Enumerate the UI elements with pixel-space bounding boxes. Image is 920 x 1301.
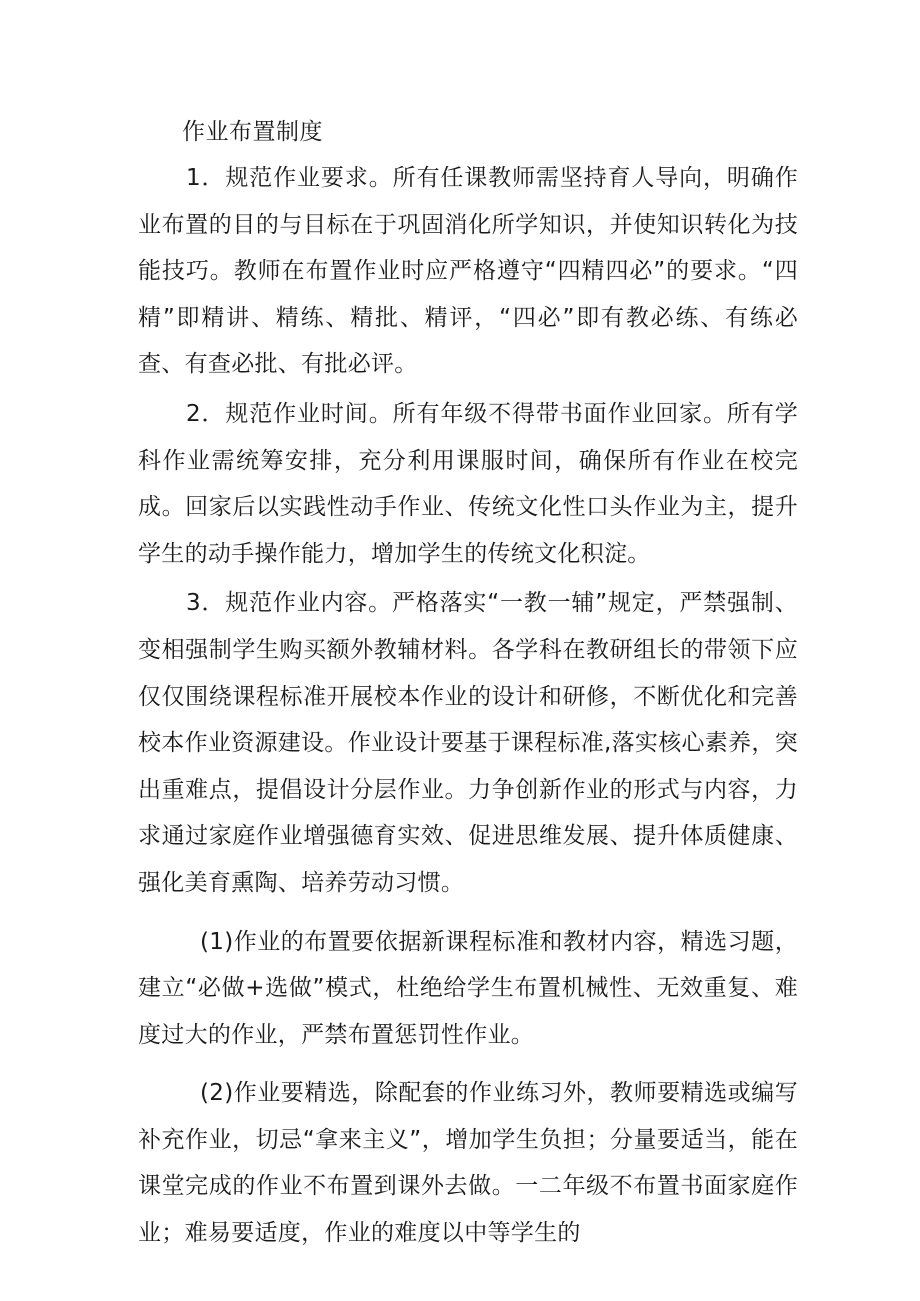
sub-paragraph-2: (2)作业要精选，除配套的作业练习外，教师要精选或编写补充作业，切忌“拿来主义”，增加学生负担；分量要适当，能在课堂完成的作业不布置到课外去做。一二年级不布置书面家庭作业；难易要适度，作业的难度以中等学生的 [138, 1080, 798, 1247]
document-page [138, 112, 798, 1257]
paragraph-1: 1．规范作业要求。所有任课教师需坚持育人导向，明确作业布置的目的与目标在于巩固消化所学知识，并使知识转化为技能技巧。教师在布置作业时应严格遵守“四精四必”的要求。“四精”即精讲、精练、精批、精评，“四必”即有教必练、有练必查、有查必批、有批必评。 [138, 165, 798, 378]
document-title: 作业布置制度 [182, 119, 323, 145]
paragraph-2: 2．规范作业时间。所有年级不得带书面作业回家。所有学科作业需统筹安排，充分利用课服时间，确保所有作业在校完成。回家后以实践性动手作业、传统文化性口头作业为主，提升学生的动手操作能力，增加学生的传统文化积淀。 [138, 400, 798, 567]
sub-paragraph-1: (1)作业的布置要依据新课程标准和教材内容，精选习题，建立“必做+选做”模式，杜绝给学生布置机械性、无效重复、难度过大的作业，严禁布置惩罚性作业。 [138, 928, 798, 1048]
paragraph-3: 3．规范作业内容。严格落实“一教一辅”规定，严禁强制、变相强制学生购买额外教辅材料。各学科在教研组长的带领下应仅仅围绕课程标准开展校本作业的设计和研修，不断优化和完善校本作业资源建设。作业设计要基于课程标准,落实核心素养，突出重难点，提倡设计分层作业。力争创新作业的形式与内容，力求通过家庭作业增强德育实效、促进思维发展、提升体质健康、强化美育熏陶、培养劳动习惯。 [138, 590, 799, 896]
